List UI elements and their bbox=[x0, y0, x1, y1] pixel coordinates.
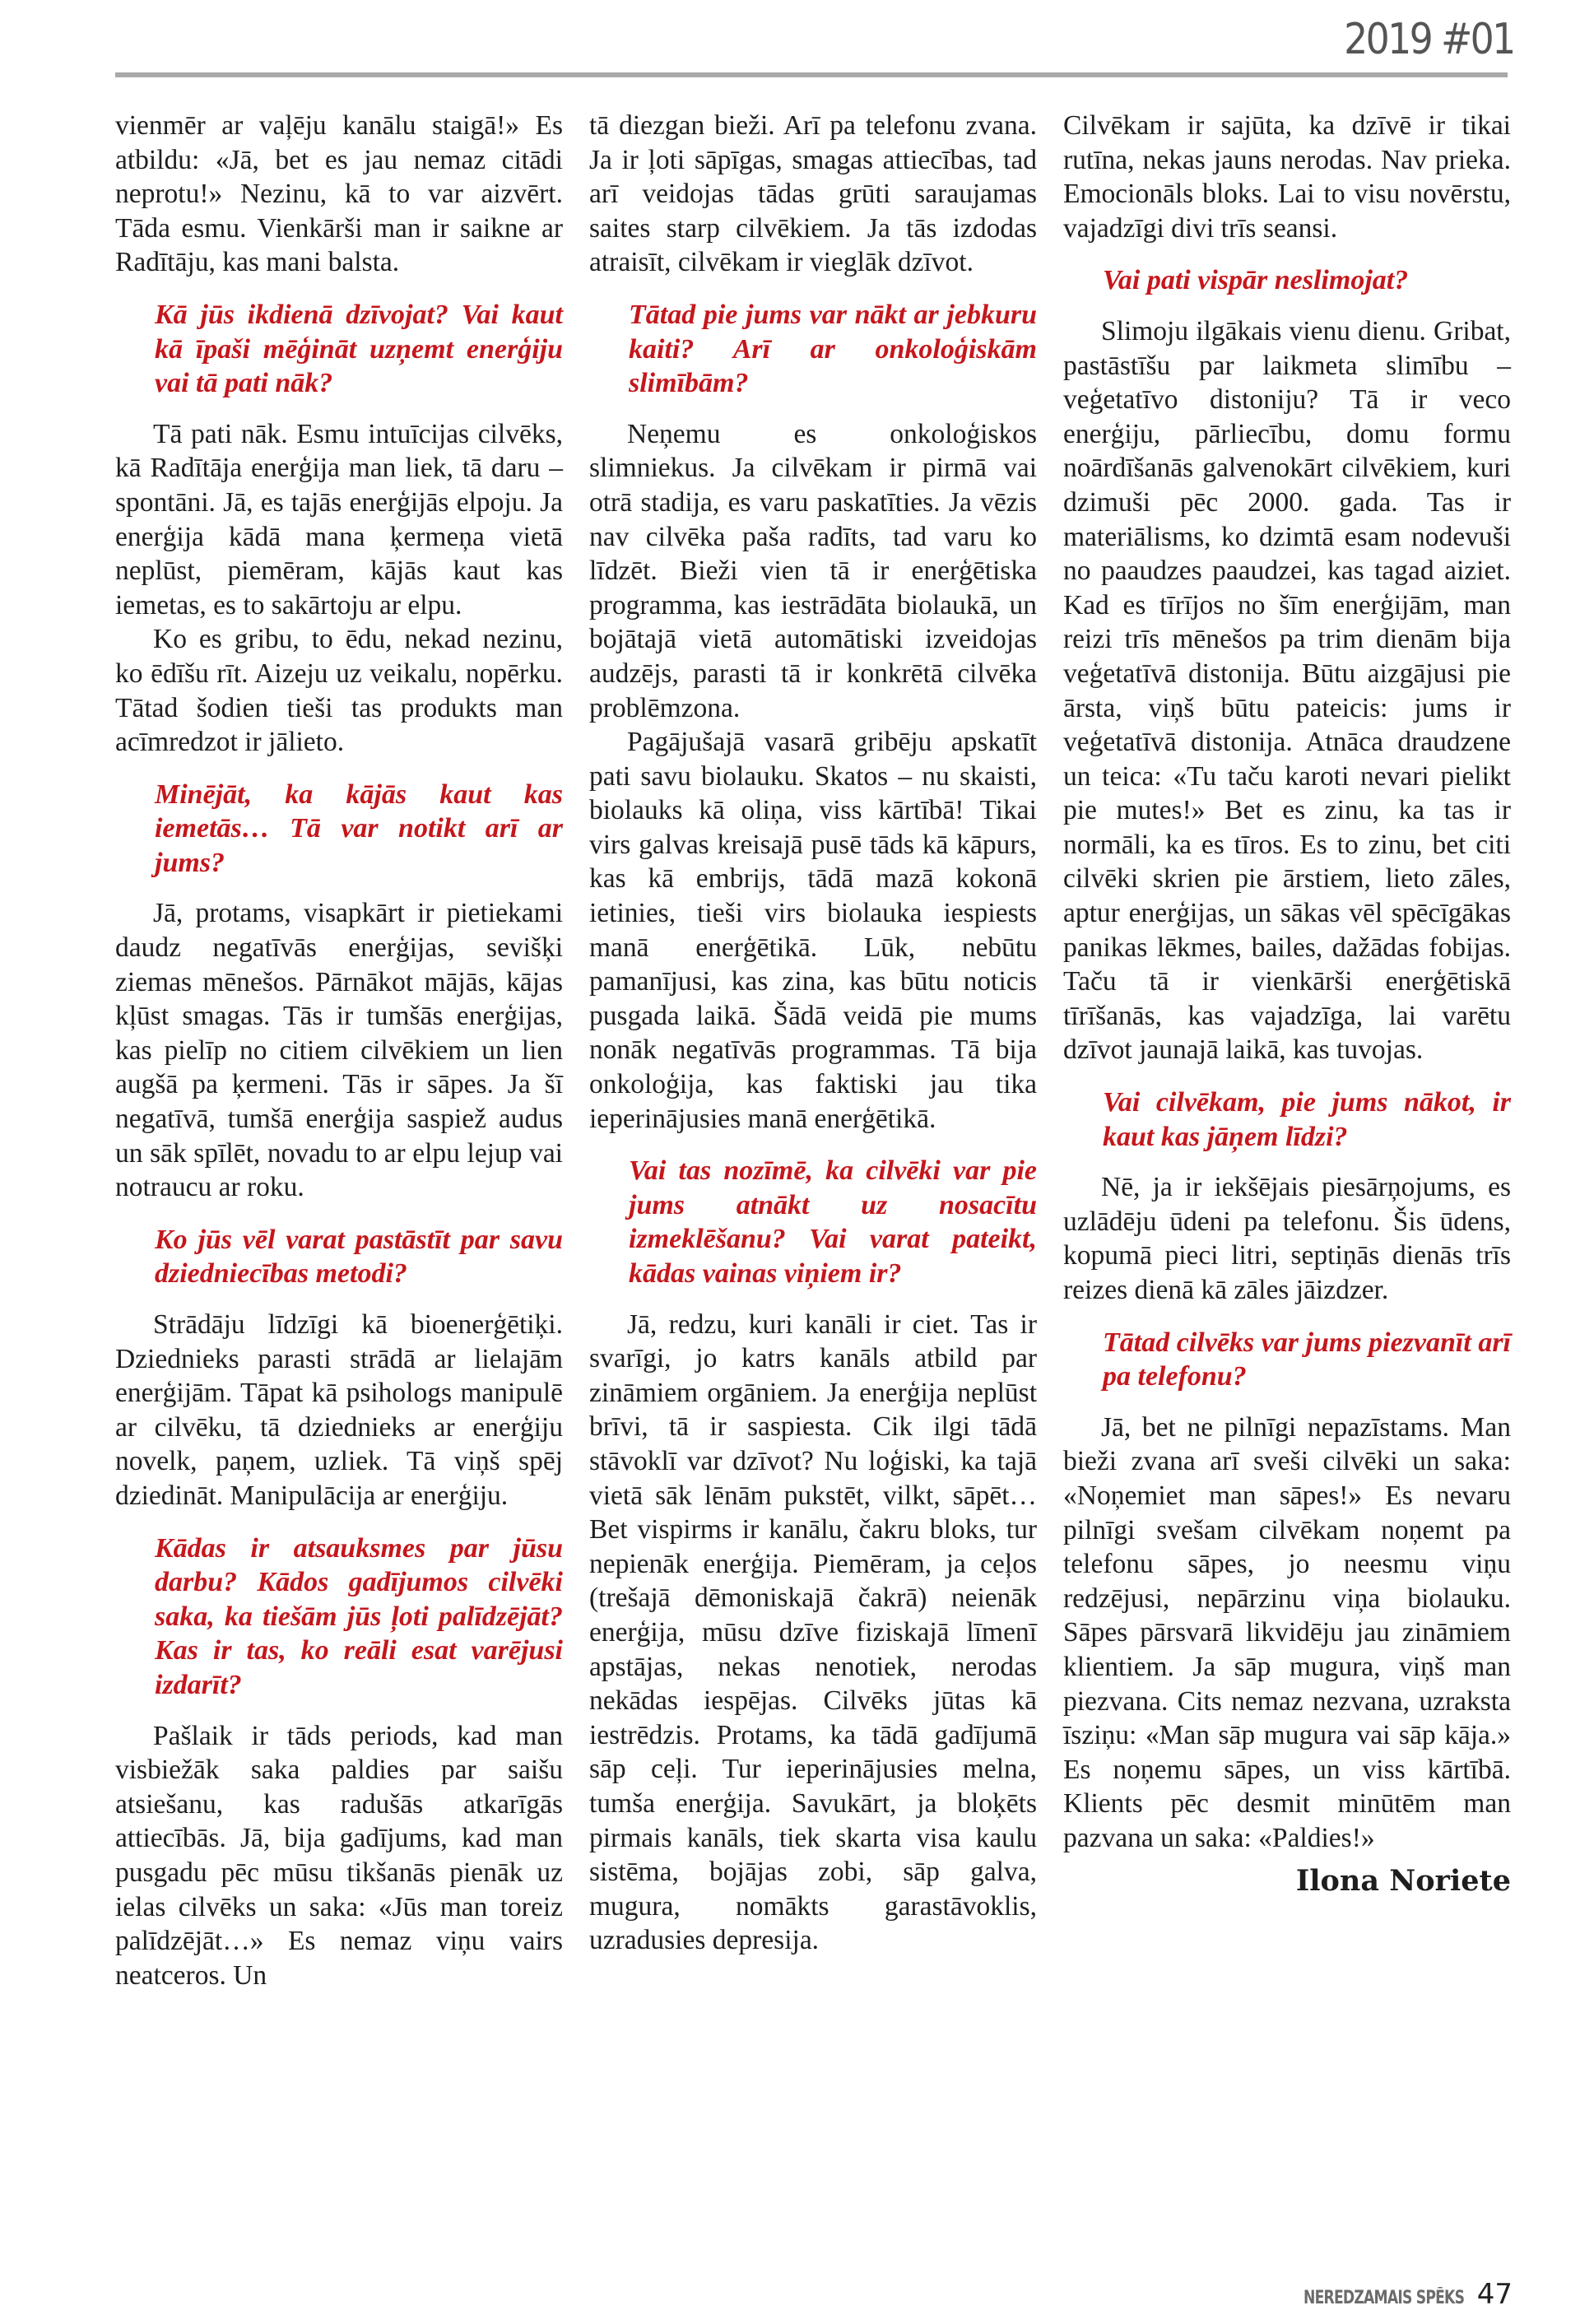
interview-question: Tātad pie jums var nākt ar jebkuru kaiti? Arī ar onkoloģiskām slimībām? bbox=[629, 299, 1037, 399]
answer-paragraph: Nē, ja ir iekšējais piesārņojums, es uzlādēju ūdeni pa telefonu. Šis ūdens, kopumā pieci litri, septiņās dienās trīs reizes dienā kā zāles jāizdzer. bbox=[1063, 1172, 1511, 1305]
page-footer bbox=[1258, 2278, 1513, 2311]
article-column-1 bbox=[115, 109, 563, 1992]
answer-paragraph: Cilvēkam ir sajūta, ka dzīvē ir tikai rutīna, nekas jauns nerodas. Nav prieka. Emocionāls bloks. Lai to visu novērstu, vajadzīgi divi trīs seansi. bbox=[1063, 110, 1511, 244]
author-byline: Ilona Noriete bbox=[1295, 1863, 1511, 1898]
interview-question: Ko jūs vēl varat pastāstīt par savu dziedniecības metodi? bbox=[155, 1224, 563, 1290]
answer-paragraph: Pašlaik ir tāds periods, kad man visbiežāk saka paldies par saišu atsiešanu, kas radušās atkarīgās attiecībās. Jā, bija gadījums, kad man pusgadu pēc mūsu tikšanās pienāk uz ielas cilvēks un saka: «Jūs man toreiz palīdzējāt…» Es nemaz viņu vairs neatceros. Un bbox=[115, 1720, 563, 1991]
answer-paragraph: Ko es gribu, to ēdu, nekad nezinu, ko ēdīšu rīt. Aizeju uz veikalu, nopērku. Tātad šodien tieši tas produkts man acīmredzot ir jālieto. bbox=[115, 624, 563, 758]
interview-question: Minējāt, ka kājās kaut kas iemetās… Tā var notikt arī ar jums? bbox=[155, 779, 563, 878]
answer-paragraph: Pagājušajā vasarā gribēju apskatīt pati savu biolauku. Skatos – nu skaisti, biolauks kā oliņa, viss kārtībā! Tikai virs galvas kreisajā pusē tāds kā kāpurs, kas kā embrijs, tādā mazā kokonā ietinies, tieši virs biolauka iespiests manā enerģētikā. Lūk, nebūtu pamanījusi, kas zina, kas būtu noticis pusgada laikā. Šādā veidā pie mums nonāk negatīvās programmas. Tā bija onkoloģija, kas faktiski jau tika ieperinājusies manā enerģētikā. bbox=[589, 727, 1037, 1134]
answer-paragraph: Jā, redzu, kuri kanāli ir ciet. Tas ir svarīgi, jo katrs kanāls atbild par zināmiem orgāniem. Ja enerģija neplūst brīvi, tā ir saspiesta. Cik ilgi tādā stāvoklī var dzīvot? Nu loģiski, ka tajā vietā sāk lēnām pukstēt, vilkt, sāpēt… Bet vispirms ir kanālu, čakru bloks, tur nepienāk enerģija. Piemēram, ja ceļos (trešajā dēmoniskajā čakrā) neienāk enerģija, mūsu dzīve fiziskajā līmenī apstājas, nekas nenotiek, nerodas nekādas iespējas. Cilvēks jūtas kā iestrēdzis. Protams, ka tādā gadījumā sāp ceļi. Tur ieperinājusies melna, tumša enerģija. Savukārt, ja bloķēts pirmais kanāls, tiek skarta visa kaulu sistēma, bojājas zobi, sāp galva, mugura, nomākts garastāvoklis, uzradusies depresija. bbox=[589, 1308, 1037, 1956]
article-column-2 bbox=[589, 109, 1037, 1958]
issue-number: 2019 #01 bbox=[1344, 15, 1514, 64]
interview-question: Kādas ir atsauksmes par jūsu darbu? Kādos gadījumos cilvēki saka, ka tiešām jūs ļoti palīdzējāt? Kas ir tas, ko reāli esat varējusi izdarīt? bbox=[155, 1532, 563, 1700]
interview-question: Tātad cilvēks var jums piezvanīt arī pa telefonu? bbox=[1103, 1327, 1511, 1392]
interview-question: Kā jūs ikdienā dzīvojat? Vai kaut kā īpaši mēģināt uzņemt enerģiju vai tā pati nāk? bbox=[155, 299, 563, 399]
answer-paragraph: Neņemu es onkoloģiskos slimniekus. Ja cilvēkam ir pirmā vai otrā stadija, es varu paskatīties. Ja vēzis nav cilvēka paša radīts, tad varu ko līdzēt. Bieži vien tā ir enerģētiska programma, kas iestrādāta biolaukā, un bojātajā vietā automātiski izveidojas audzējs, parasti tā ir konkrētā cilvēka problēmzona. bbox=[589, 418, 1037, 723]
answer-paragraph: Jā, bet ne pilnīgi nepazīstams. Man bieži zvana arī sveši cilvēki un saka: «Noņemiet man sāpes!» Es nevaru pilnīgi svešam cilvēkam noņemt pa telefonu sāpes, jo neesmu viņu redzējusi, nepārzinu viņa biolauku. Sāpes pārsvarā likvidēju jau zināmiem klientiem. Ja sāp mugura, viņš man piezvana. Cits nemaz nezvana, uzraksta īsziņu: «Man sāp mugura vai sāp kāja.» Es noņemu sāpes, un viss kārtībā. Klients pēc desmit minūtēm man pazvana un saka: «Paldies!» bbox=[1063, 1411, 1511, 1853]
interview-question: Vai tas nozīmē, ka cilvēki var pie jums atnākt uz nosacītu izmeklēšanu? Vai varat pateikt, kādas vainas viņiem ir? bbox=[629, 1155, 1037, 1289]
answer-paragraph: Slimoju ilgākais vienu dienu. Gribat, pastāstīšu par laikmeta slimību – veģetatīvo distoniju? Tā ir veco enerģiju, pārliecību, domu formu noārdīšanās galvenokārt cilvēkiem, kuri dzimuši pēc 2000. gada. Tas ir materiālisms, ko dzimtā esam nodevuši no paaudzes paaudzei, kas tagad aiziet. Kad es tīrījos no šīm enerģijām, man reizi trīs mēnešos pa trim dienām bija veģetatīvā distonija. Būtu aizgājusi pie ārsta, viņš būtu pateicis: jums ir veģetatīvā distonija. Atnāca draudzene un teica: «Tu taču karoti nevari pielikt pie mutes!» Bet es zinu, ka tas ir normāli, ka es tīros. Es to zinu, bet citi cilvēki skrien pie ārstiem, lieto zāles, aptur enerģijas, un sākas vēl spēcīgākas panikas lēkmes, bailes, dažādas fobijas. Taču tā ir vienkārši enerģētiskā tīrīšanās, kas vajadzīga, lai varētu dzīvot jaunajā laikā, kas tuvojas. bbox=[1063, 315, 1511, 1066]
answer-paragraph: Strādāju līdzīgi kā bioenerģētiķi. Dziednieks parasti strādā ar lielajām enerģijām. Tāpat kā psihologs manipulē ar cilvēku, tā dziednieks ar enerģiju novelk, paņem, uzliek. Tā viņš spēj dziedināt. Manipulācija ar enerģiju. bbox=[115, 1309, 563, 1511]
answer-paragraph: vienmēr ar vaļēju kanālu staigā!» Es atbildu: «Jā, bet es jau nemaz citādi neprotu!» Nezinu, kā to var aizvērt. Tāda esmu. Vienkārši man ir saikne ar Radītāju, kas mani balsta. bbox=[115, 110, 563, 278]
article-column-3 bbox=[1063, 109, 1511, 1898]
answer-paragraph: Tā pati nāk. Esmu intuīcijas cilvēks, kā Radītāja enerģija man liek, tā daru – spontāni. Jā, es tajās enerģijās elpoju. Ja enerģija kādā mana ķermeņa vietā neplūst, piemēram, kājās kaut kas iemetas, es to sakārtoju ar elpu. bbox=[115, 418, 563, 621]
page-number: 47 bbox=[1476, 2278, 1513, 2311]
header-rule bbox=[115, 72, 1508, 77]
answer-paragraph: Jā, protams, visapkārt ir pietiekami daudz negatīvās enerģijas, sevišķi ziemas mēnešos. Pārnākot mājās, kājas kļūst smagas. Tās ir tumšās enerģijas, kas pielīp no citiem cilvēkiem un lien augšā pa ķermeni. Tās ir sāpes. Ja šī negatīvā, tumšā enerģija saspiež audus un sāk spīlēt, novadu to ar elpu lejup vai notraucu ar roku. bbox=[115, 898, 563, 1203]
interview-question: Vai cilvēkam, pie jums nākot, ir kaut kas jāņem līdzi? bbox=[1103, 1087, 1511, 1152]
interview-question: Vai pati vispār neslimojat? bbox=[1103, 265, 1409, 296]
magazine-name: NEREDZAMAIS SPĒKS bbox=[1303, 2288, 1464, 2308]
answer-paragraph: tā diezgan bieži. Arī pa telefonu zvana. Ja ir ļoti sāpīgas, smagas attiecības, tad arī veidojas tādas grūti saraujamas saites starp cilvēkiem. Ja tās izdodas atraisīt, cilvēkam ir vieglāk dzīvot. bbox=[589, 110, 1037, 278]
